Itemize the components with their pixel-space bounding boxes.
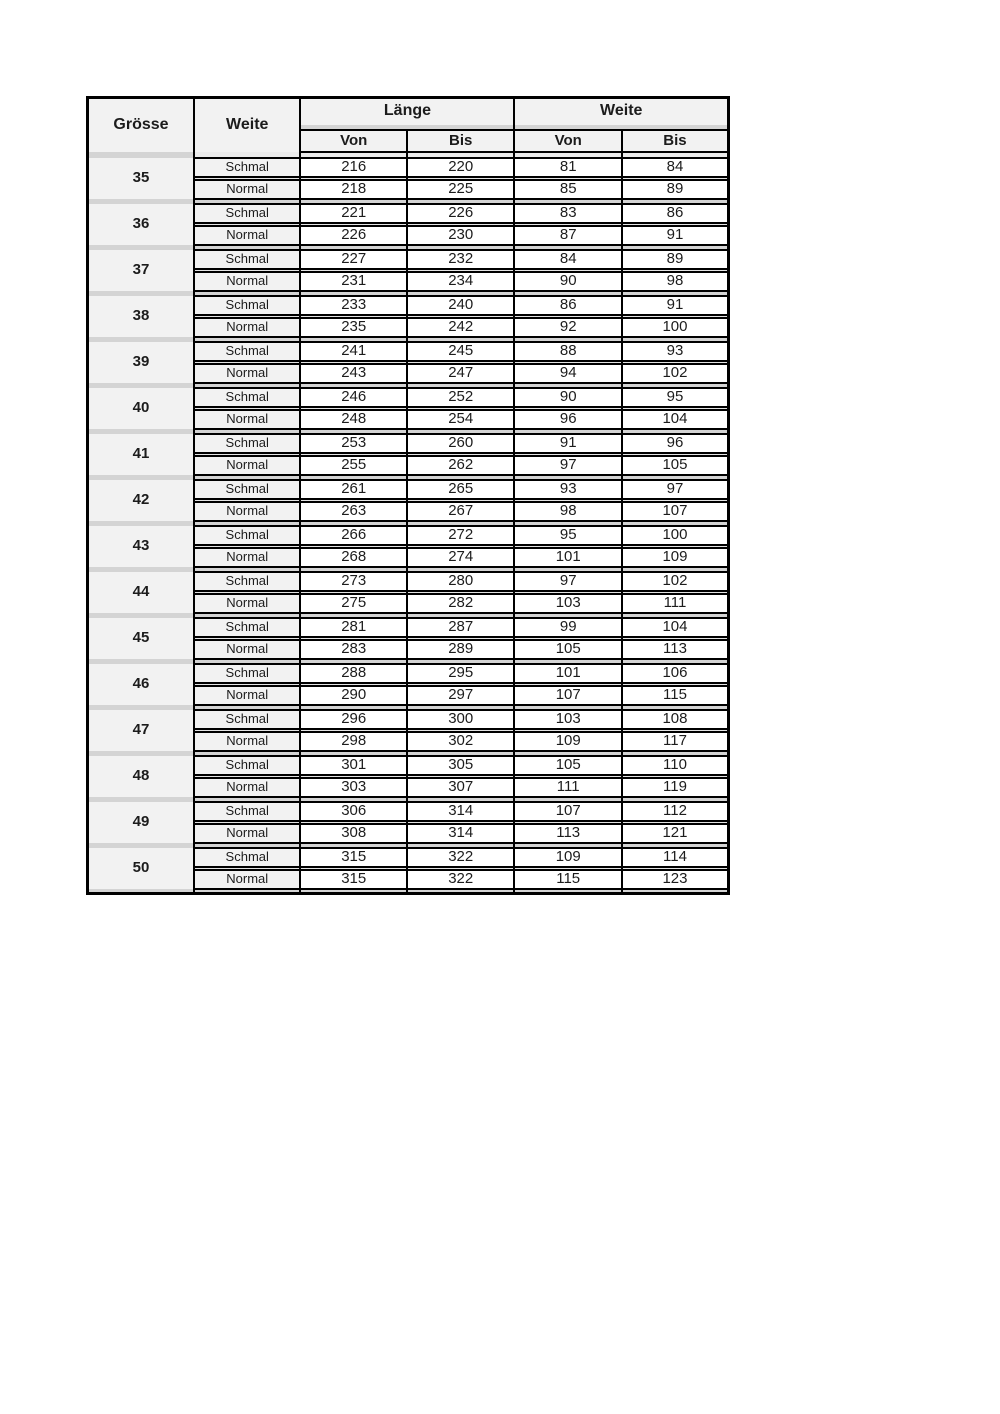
value-cell: 315 — [300, 848, 406, 867]
value-cell: 226 — [300, 226, 406, 245]
table-row — [88, 434, 729, 453]
value-cell: 305 — [407, 756, 515, 775]
value-cell: 89 — [622, 180, 729, 199]
value-cell: 117 — [622, 732, 729, 751]
value-cell: 104 — [622, 618, 729, 637]
value-cell: 111 — [622, 594, 729, 613]
value-cell: 302 — [407, 732, 515, 751]
value-cell: 288 — [300, 664, 406, 683]
table-row — [88, 710, 729, 729]
width-type-cell: Schmal — [194, 572, 300, 591]
value-cell: 88 — [514, 342, 622, 361]
value-cell: 101 — [514, 664, 622, 683]
value-cell: 115 — [622, 686, 729, 705]
table-row — [88, 618, 729, 637]
size-cell: 50 — [88, 848, 194, 889]
width-type-cell: Schmal — [194, 618, 300, 637]
width-type-cell: Schmal — [194, 710, 300, 729]
value-cell: 105 — [514, 640, 622, 659]
header-laenge-bis: Bis — [407, 130, 515, 152]
width-type-cell: Schmal — [194, 434, 300, 453]
width-type-cell: Schmal — [194, 250, 300, 269]
value-cell: 109 — [622, 548, 729, 567]
table-header — [88, 98, 729, 158]
width-type-cell: Normal — [194, 870, 300, 889]
value-cell: 280 — [407, 572, 515, 591]
header-weite-bis: Bis — [622, 130, 729, 152]
value-cell: 106 — [622, 664, 729, 683]
value-cell: 101 — [514, 548, 622, 567]
value-cell: 97 — [514, 456, 622, 475]
value-cell: 84 — [514, 250, 622, 269]
width-type-cell: Normal — [194, 318, 300, 337]
value-cell: 108 — [622, 710, 729, 729]
width-type-cell: Normal — [194, 226, 300, 245]
value-cell: 268 — [300, 548, 406, 567]
size-cell: 48 — [88, 756, 194, 797]
size-cell: 40 — [88, 388, 194, 429]
width-type-cell: Normal — [194, 778, 300, 797]
size-cell: 35 — [88, 158, 194, 199]
value-cell: 322 — [407, 848, 515, 867]
value-cell: 100 — [622, 526, 729, 545]
width-type-cell: Normal — [194, 594, 300, 613]
width-type-cell: Normal — [194, 640, 300, 659]
width-type-cell: Normal — [194, 502, 300, 521]
table-row — [88, 204, 729, 223]
table-row — [88, 158, 729, 177]
value-cell: 261 — [300, 480, 406, 499]
value-cell: 314 — [407, 824, 515, 843]
value-cell: 98 — [622, 272, 729, 291]
value-cell: 267 — [407, 502, 515, 521]
separator-cell — [300, 889, 406, 894]
value-cell: 216 — [300, 158, 406, 177]
value-cell: 102 — [622, 364, 729, 383]
value-cell: 314 — [407, 802, 515, 821]
value-cell: 227 — [300, 250, 406, 269]
value-cell: 255 — [300, 456, 406, 475]
value-cell: 240 — [407, 296, 515, 315]
value-cell: 115 — [514, 870, 622, 889]
size-cell: 47 — [88, 710, 194, 751]
size-cell: 36 — [88, 204, 194, 245]
header-laenge-von: Von — [300, 130, 406, 152]
value-cell: 281 — [300, 618, 406, 637]
size-cell: 46 — [88, 664, 194, 705]
value-cell: 97 — [622, 480, 729, 499]
value-cell: 103 — [514, 710, 622, 729]
size-cell: 42 — [88, 480, 194, 521]
table-body — [88, 158, 729, 894]
value-cell: 221 — [300, 204, 406, 223]
width-type-cell: Schmal — [194, 296, 300, 315]
value-cell: 91 — [514, 434, 622, 453]
value-cell: 296 — [300, 710, 406, 729]
value-cell: 107 — [514, 802, 622, 821]
value-cell: 242 — [407, 318, 515, 337]
value-cell: 90 — [514, 388, 622, 407]
value-cell: 91 — [622, 226, 729, 245]
size-cell: 37 — [88, 250, 194, 291]
value-cell: 266 — [300, 526, 406, 545]
table-row — [88, 480, 729, 499]
value-cell: 95 — [622, 388, 729, 407]
value-cell: 109 — [514, 848, 622, 867]
header-row-groups — [88, 98, 729, 125]
width-type-cell: Schmal — [194, 664, 300, 683]
value-cell: 96 — [514, 410, 622, 429]
value-cell: 83 — [514, 204, 622, 223]
table-row — [88, 388, 729, 407]
table-row — [88, 664, 729, 683]
width-type-cell: Schmal — [194, 388, 300, 407]
table-row — [88, 572, 729, 591]
value-cell: 93 — [622, 342, 729, 361]
value-cell: 315 — [300, 870, 406, 889]
value-cell: 95 — [514, 526, 622, 545]
table-row — [88, 756, 729, 775]
width-type-cell: Schmal — [194, 480, 300, 499]
value-cell: 243 — [300, 364, 406, 383]
width-type-cell: Schmal — [194, 802, 300, 821]
value-cell: 260 — [407, 434, 515, 453]
width-type-cell: Schmal — [194, 526, 300, 545]
width-type-cell: Normal — [194, 410, 300, 429]
value-cell: 230 — [407, 226, 515, 245]
value-cell: 121 — [622, 824, 729, 843]
width-type-cell: Normal — [194, 272, 300, 291]
value-cell: 295 — [407, 664, 515, 683]
value-cell: 94 — [514, 364, 622, 383]
value-cell: 107 — [514, 686, 622, 705]
value-cell: 84 — [622, 158, 729, 177]
table-row — [88, 342, 729, 361]
separator-cell — [88, 889, 194, 894]
value-cell: 110 — [622, 756, 729, 775]
table-row — [88, 848, 729, 867]
table-row — [88, 802, 729, 821]
value-cell: 113 — [514, 824, 622, 843]
value-cell: 103 — [514, 594, 622, 613]
value-cell: 102 — [622, 572, 729, 591]
width-type-cell: Schmal — [194, 204, 300, 223]
value-cell: 92 — [514, 318, 622, 337]
value-cell: 247 — [407, 364, 515, 383]
header-laenge-group: Länge — [300, 98, 514, 125]
value-cell: 98 — [514, 502, 622, 521]
value-cell: 119 — [622, 778, 729, 797]
value-cell: 99 — [514, 618, 622, 637]
value-cell: 90 — [514, 272, 622, 291]
header-weite: Weite — [194, 98, 300, 152]
header-groesse: Grösse — [88, 98, 194, 152]
value-cell: 252 — [407, 388, 515, 407]
value-cell: 322 — [407, 870, 515, 889]
value-cell: 274 — [407, 548, 515, 567]
size-chart-table — [86, 96, 730, 895]
value-cell: 308 — [300, 824, 406, 843]
header-weite-group: Weite — [514, 98, 728, 125]
width-type-cell: Normal — [194, 824, 300, 843]
value-cell: 220 — [407, 158, 515, 177]
value-cell: 91 — [622, 296, 729, 315]
size-cell: 45 — [88, 618, 194, 659]
value-cell: 225 — [407, 180, 515, 199]
value-cell: 104 — [622, 410, 729, 429]
size-cell: 39 — [88, 342, 194, 383]
separator-cell — [622, 889, 729, 894]
value-cell: 107 — [622, 502, 729, 521]
value-cell: 226 — [407, 204, 515, 223]
value-cell: 282 — [407, 594, 515, 613]
value-cell: 275 — [300, 594, 406, 613]
value-cell: 233 — [300, 296, 406, 315]
value-cell: 283 — [300, 640, 406, 659]
group-separator — [88, 889, 729, 894]
value-cell: 231 — [300, 272, 406, 291]
value-cell: 272 — [407, 526, 515, 545]
value-cell: 262 — [407, 456, 515, 475]
value-cell: 113 — [622, 640, 729, 659]
value-cell: 93 — [514, 480, 622, 499]
width-type-cell: Normal — [194, 180, 300, 199]
width-type-cell: Schmal — [194, 158, 300, 177]
width-type-cell: Normal — [194, 456, 300, 475]
value-cell: 235 — [300, 318, 406, 337]
value-cell: 100 — [622, 318, 729, 337]
value-cell: 112 — [622, 802, 729, 821]
value-cell: 303 — [300, 778, 406, 797]
value-cell: 290 — [300, 686, 406, 705]
value-cell: 109 — [514, 732, 622, 751]
width-type-cell: Normal — [194, 548, 300, 567]
width-type-cell: Schmal — [194, 848, 300, 867]
value-cell: 273 — [300, 572, 406, 591]
value-cell: 232 — [407, 250, 515, 269]
size-cell: 41 — [88, 434, 194, 475]
value-cell: 97 — [514, 572, 622, 591]
value-cell: 245 — [407, 342, 515, 361]
value-cell: 111 — [514, 778, 622, 797]
value-cell: 300 — [407, 710, 515, 729]
value-cell: 287 — [407, 618, 515, 637]
value-cell: 307 — [407, 778, 515, 797]
header-weite-von: Von — [514, 130, 622, 152]
value-cell: 265 — [407, 480, 515, 499]
value-cell: 248 — [300, 410, 406, 429]
value-cell: 123 — [622, 870, 729, 889]
value-cell: 254 — [407, 410, 515, 429]
value-cell: 289 — [407, 640, 515, 659]
value-cell: 306 — [300, 802, 406, 821]
value-cell: 86 — [622, 204, 729, 223]
size-cell: 43 — [88, 526, 194, 567]
value-cell: 105 — [514, 756, 622, 775]
separator-cell — [514, 889, 622, 894]
size-cell: 38 — [88, 296, 194, 337]
table-row — [88, 250, 729, 269]
value-cell: 297 — [407, 686, 515, 705]
table-row — [88, 526, 729, 545]
value-cell: 253 — [300, 434, 406, 453]
size-cell: 44 — [88, 572, 194, 613]
value-cell: 105 — [622, 456, 729, 475]
value-cell: 86 — [514, 296, 622, 315]
table-row — [88, 296, 729, 315]
value-cell: 81 — [514, 158, 622, 177]
value-cell: 85 — [514, 180, 622, 199]
value-cell: 298 — [300, 732, 406, 751]
value-cell: 241 — [300, 342, 406, 361]
value-cell: 89 — [622, 250, 729, 269]
value-cell: 263 — [300, 502, 406, 521]
value-cell: 301 — [300, 756, 406, 775]
width-type-cell: Schmal — [194, 756, 300, 775]
value-cell: 218 — [300, 180, 406, 199]
value-cell: 87 — [514, 226, 622, 245]
value-cell: 114 — [622, 848, 729, 867]
separator-cell — [407, 889, 515, 894]
width-type-cell: Normal — [194, 686, 300, 705]
width-type-cell: Normal — [194, 732, 300, 751]
separator-cell — [194, 889, 300, 894]
width-type-cell: Schmal — [194, 342, 300, 361]
width-type-cell: Normal — [194, 364, 300, 383]
value-cell: 246 — [300, 388, 406, 407]
value-cell: 234 — [407, 272, 515, 291]
size-cell: 49 — [88, 802, 194, 843]
value-cell: 96 — [622, 434, 729, 453]
